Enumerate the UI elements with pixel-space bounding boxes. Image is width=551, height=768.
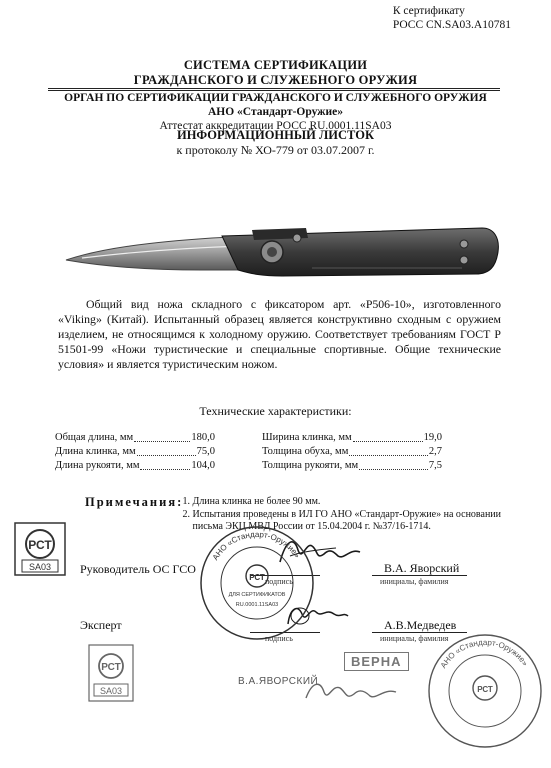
svg-text:АНО «Стандарт-Оружие» xyxy=(211,530,302,562)
stamp-code: SA03 xyxy=(28,562,52,572)
seal-top-text: АНО «Стандарт-Оружие» xyxy=(210,529,302,562)
description-paragraph xyxy=(58,297,501,372)
tech-label: Общая длина, мм xyxy=(55,432,134,443)
protocol-line: к протоколу № ХО-779 от 03.07.2007 г. xyxy=(176,143,375,157)
verna-stamp: ВЕРНА xyxy=(344,652,409,671)
yavorsky-name-stamp: В.А.ЯВОРСКИЙ xyxy=(238,676,319,687)
document-title: ИНФОРМАЦИОННЫЙ ЛИСТОК xyxy=(176,128,375,142)
svg-text:РСТ: РСТ xyxy=(101,662,121,673)
copy-signature xyxy=(300,676,400,708)
copy-round-seal xyxy=(426,632,544,750)
organ-line1: ОРГАН ПО СЕРТИФИКАЦИИ ГРАЖДАНСКОГО И СЛУЖЕБНОГО ОРУЖИЯ xyxy=(64,92,487,104)
copy-seal-top-text: АНО «Стандарт-Оружие» xyxy=(438,637,530,670)
organ-round-seal xyxy=(198,524,316,642)
expert-sign-caption: подпись xyxy=(265,634,293,643)
knife-photo xyxy=(62,208,502,290)
tech-row xyxy=(55,431,215,445)
head-sign-caption: подпись xyxy=(265,577,293,586)
certificate-reference xyxy=(393,4,511,32)
expert-label: Эксперт xyxy=(80,618,122,632)
tech-row xyxy=(262,445,442,459)
system-title xyxy=(0,58,551,88)
tech-value: 2,7 xyxy=(428,446,442,457)
tech-value: 7,5 xyxy=(428,460,442,471)
header-divider-top xyxy=(48,88,500,89)
tech-row xyxy=(55,445,215,459)
tech-label: Ширина клинка, мм xyxy=(262,432,352,443)
tech-row xyxy=(262,431,442,445)
tech-value: 104,0 xyxy=(191,460,215,471)
head-name-caption: инициалы, фамилия xyxy=(380,577,449,586)
tech-label: Толщина обуха, мм xyxy=(262,446,349,457)
note-item-2a: 2. Испытания проведены в ИЛ ГО АНО «Стандарт-Оружие» на основании xyxy=(182,508,502,520)
system-title-line2: ГРАЖДАНСКОГО И СЛУЖЕБНОГО ОРУЖИЯ xyxy=(133,73,418,87)
tech-value: 180,0 xyxy=(191,432,215,443)
description-text: Общий вид ножа складного с фиксатором арт. «P506-10», изготовленного «Viking» (Китай). Испытанный образец является конструктивно сходным с оружием изделием, не относящимся к холодному оружию. Соответствует требованиям ГОСТ Р 51501-99 «Ножи туристические и специальные спортивные. Общие технические условия» и является туристическим ножом. xyxy=(58,297,501,371)
organ-line2: АНО «Стандарт-Оружие» xyxy=(207,106,344,118)
organ-block xyxy=(0,91,551,133)
tech-title: Технические характеристики: xyxy=(199,404,352,418)
tech-right-column xyxy=(262,431,442,473)
svg-text:АНО «Стандарт-Оружие» xyxy=(439,638,530,670)
tech-row xyxy=(55,459,215,473)
head-name-line xyxy=(372,575,467,576)
seal-center-text: ДЛЯ СЕРТИФИКАТОВ xyxy=(228,592,286,598)
tech-label: Длина клинка, мм xyxy=(55,446,136,457)
certification-mark-stamp-2 xyxy=(88,644,134,702)
document-title-block xyxy=(0,128,551,158)
svg-text:РСТ: РСТ xyxy=(477,685,493,694)
tech-label: Длина рукояти, мм xyxy=(55,460,140,471)
head-name: В.А. Яворский xyxy=(384,561,460,575)
svg-text:РСТ: РСТ xyxy=(28,538,52,552)
svg-text:РСТ: РСТ xyxy=(249,573,265,582)
note-item-1: 1. Длина клинка не более 90 мм. xyxy=(182,496,321,507)
tech-row xyxy=(262,459,442,473)
tech-label: Толщина рукояти, мм xyxy=(262,460,359,471)
note-item-2b: письма ЭКЦ МВД России от 15.04.2004 г. №37/16-1714. xyxy=(192,521,431,532)
head-label: Руководитель ОС ГСО xyxy=(80,562,196,576)
expert-name: А.В.Медведев xyxy=(384,618,457,632)
organ-line3: Аттестат аккредитации РОСС RU.0001.11SA03 xyxy=(159,120,392,132)
cert-ref-line2: РОСС CN.SA03.A10781 xyxy=(392,19,511,31)
cert-ref-line1: К сертификату xyxy=(392,5,465,17)
tech-value: 75,0 xyxy=(196,446,215,457)
stamp-code-2: SA03 xyxy=(99,686,123,696)
tech-left-column xyxy=(55,431,215,473)
seal-bottom-text: RU.0001.11SA03 xyxy=(235,602,279,608)
expert-name-caption: инициалы, фамилия xyxy=(380,634,449,643)
system-title-line1: СИСТЕМА СЕРТИФИКАЦИИ xyxy=(183,58,368,72)
certification-mark-stamp xyxy=(14,522,66,576)
notes-heading: Примечания: xyxy=(85,495,184,509)
tech-value: 19,0 xyxy=(423,432,442,443)
